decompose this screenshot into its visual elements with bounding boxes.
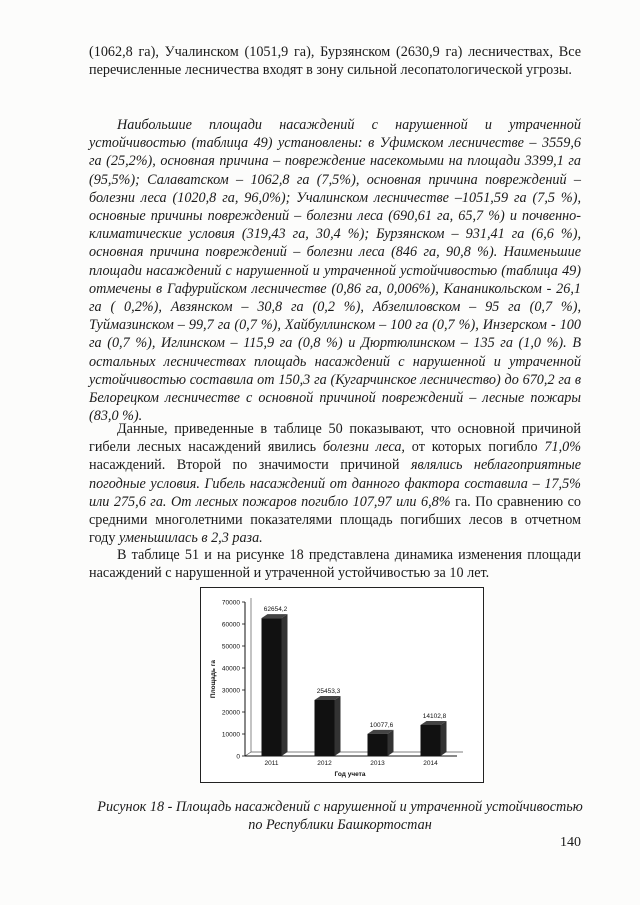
y-tick-label: 10000: [221, 731, 240, 739]
paragraph-text: (1062,8 га), Учалинском (1051,9 га), Бурзянском (2630,9 га) лесничествах, Все перечисленные лесничества входят в зону сильной лесопатологической угрозы.: [89, 44, 581, 79]
bar-value-label: 62654,2: [263, 606, 288, 614]
paragraph-lesnichestva-list: [89, 43, 581, 79]
y-axis-title: Площадь га: [210, 659, 217, 699]
figure-caption: Рисунок 18 - Площадь насаждений с нарушенной и утраченной устойчивостью по Республики Башкортостан: [97, 799, 583, 833]
x-tick-label: 2014: [423, 760, 438, 767]
text-run: от которых погибло: [411, 439, 538, 456]
bar: [368, 734, 388, 756]
text-run-italic: уменьшилась в 2,3 раза.: [119, 530, 263, 547]
paragraph-table-51: [89, 546, 581, 582]
bar: [315, 700, 335, 756]
bar-value-label: 10077,6: [369, 721, 394, 729]
y-tick-label: 30000: [221, 687, 240, 695]
y-tick-label: 40000: [221, 665, 240, 673]
figure-18-bar-chart: [200, 587, 484, 783]
x-tick-label: 2012: [317, 760, 332, 767]
y-tick-label: 20000: [221, 709, 240, 717]
bar-side: [441, 721, 447, 756]
bar: [262, 618, 282, 756]
paragraph-table-50: [89, 420, 581, 547]
bar-value-label: 14102,8: [422, 712, 447, 720]
text-run: га. По сравнению со средними многолетними показателями площадь погибших лесов в отчетном году: [89, 493, 581, 547]
bar-side: [335, 696, 341, 756]
bar-side: [282, 614, 288, 756]
paragraph-text: В таблице 51 и на рисунке 18 представлена динамика изменения площади насаждений с нарушенной и утраченной устойчивостью за 10 лет.: [89, 547, 581, 582]
y-tick-label: 0: [236, 753, 240, 761]
y-tick-label: 50000: [221, 643, 240, 651]
paragraph-text: [89, 420, 581, 547]
text-run-italic: 71,0%: [544, 439, 582, 456]
x-tick-label: 2011: [264, 760, 279, 767]
page-number: 140: [560, 835, 581, 850]
bar: [421, 725, 441, 756]
x-tick-label: 2013: [370, 760, 385, 767]
bar-chart-svg: [201, 588, 483, 782]
x-axis-title: Год учета: [334, 771, 366, 778]
text-run-italic: являлись неблагоприятные погодные условия. Гибель насаждений от данного фактора составила – 17,5% или 275,6 га. От лесных пожаров погибло 107,97 или 6,8%: [89, 457, 582, 510]
text-run: Данные, приведенные в таблице 50 показывают, что основной причиной гибели лесных насаждений явились: [89, 421, 581, 456]
paragraph-text: Наибольшие площади насаждений с нарушенной и утраченной устойчивостью (таблица 49) установлены: в Уфимском лесничестве – 3559,6 га (25,2%), основная причина – повреждение насекомыми на площади 3399,1 га (95,5%); Салаватском – 1062,8 га (7,5%), основная причина повреждений – болезни леса (1020,8 га, 96,0%); Учалинском лесничестве –1051,59 га (7,5 %), основные причины повреждений – болезни леса (690,61 га, 65,7 %) и почвенно-климатические условия (319,43 га, 30,4 %); Бурзянском – 931,41 га (6,6 %), основная причина повреждений – болезни леса (846 га, 90,8 %). Наименьшие площади насаждений с нарушенной и утраченной устойчивостью (таблица 49) отмечены в Гафурийском лесничестве (0,86 га, 0,006%), Кананикольском - 26,1 га ( 0,2%), Авзянском – 30,8 га (0,2 %), Абзелиловском – 95 га (0,7 %), Туймазинском – 99,7 га (0,7 %), Хайбуллинском – 100 га (0,7 %), Инзерском - 100 га (0,7 %), Иглинском – 115,9 га (0,8 %) и Дюртюлинском – 135 га (1,0 %). В остальных лесничествах площадь насаждений с нарушенной и утраченной устойчивостью составила от 150,3 га (Кугарчинское лесничество) до 670,2 га в Белорецком лесничестве с основной причиной повреждений – лесные пожары (83,0 %).: [89, 117, 581, 425]
text-run: насаждений. Второй по значимости причиной: [89, 457, 400, 474]
bar-value-label: 25453,3: [316, 688, 341, 696]
bar-side: [388, 730, 394, 756]
y-tick-label: 70000: [221, 599, 240, 607]
floor-side-edge: [245, 752, 251, 756]
text-run-italic: болезни леса,: [322, 439, 405, 456]
paragraph-largest-areas: [89, 116, 581, 425]
y-tick-label: 60000: [221, 621, 240, 629]
